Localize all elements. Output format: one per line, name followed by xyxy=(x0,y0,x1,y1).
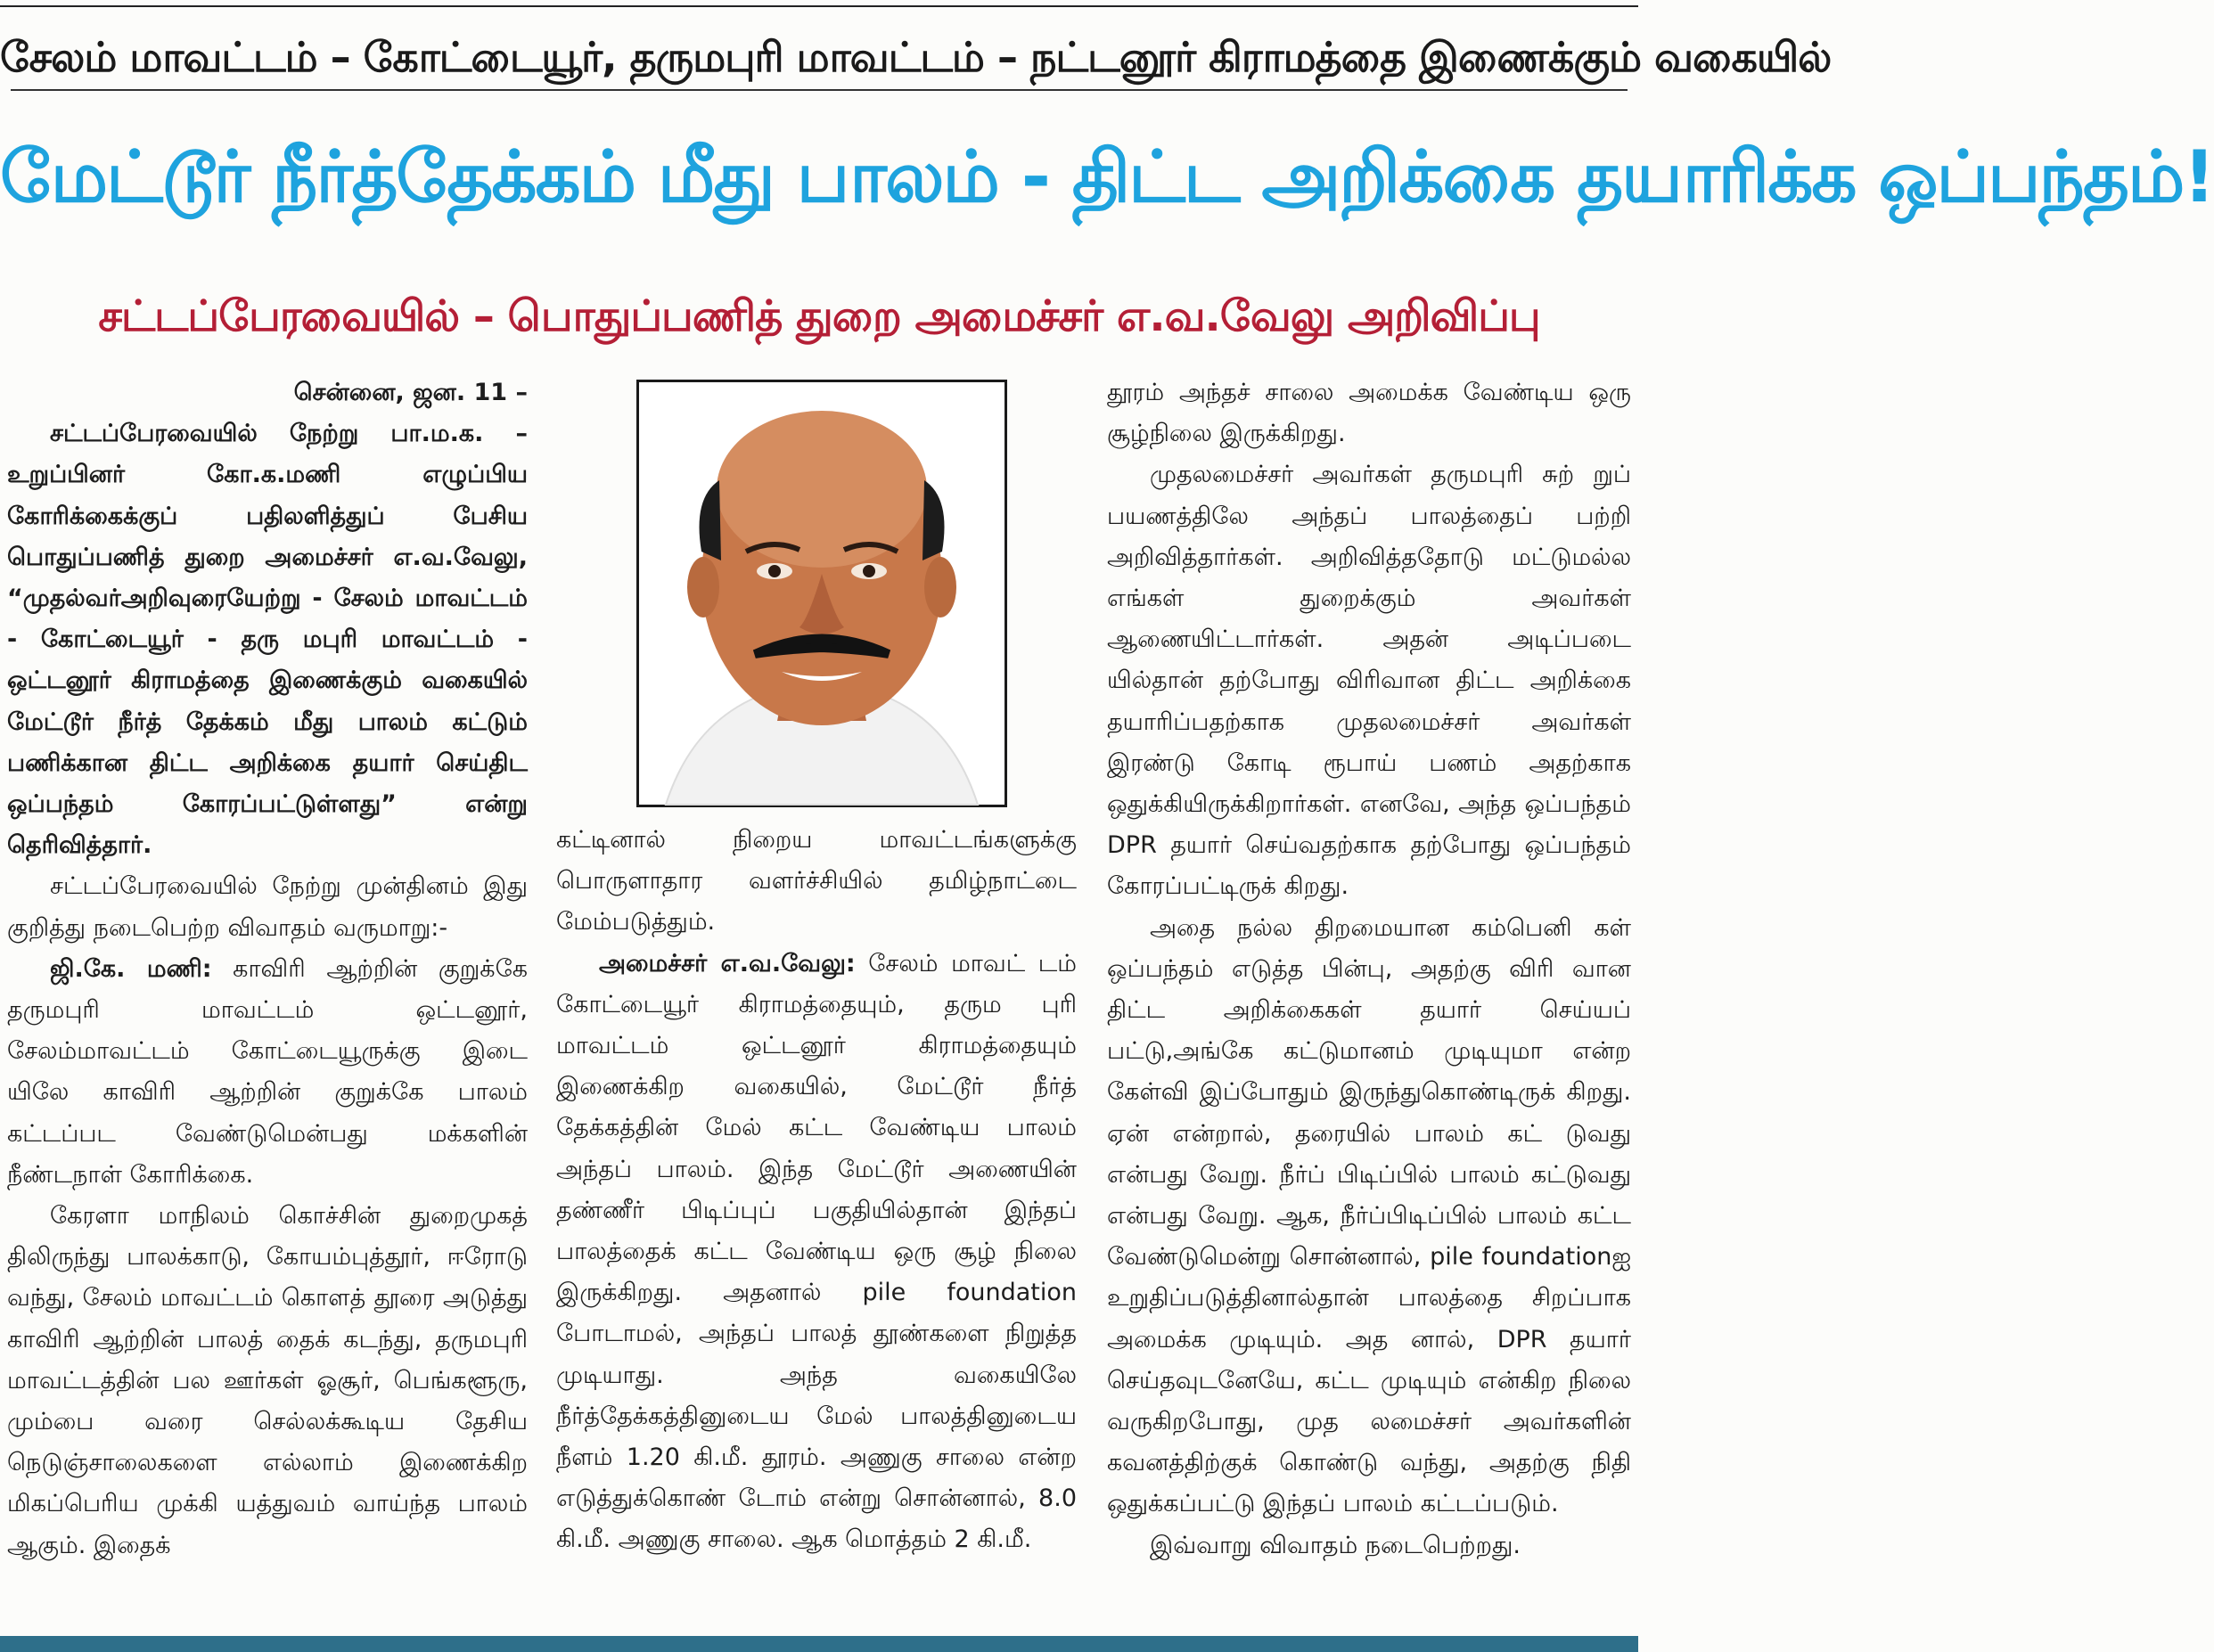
divider xyxy=(11,89,1628,91)
speaker-minister: அமைச்சர் எ.வ.வேலு: xyxy=(599,949,856,977)
minister-text: சேலம் மாவட் டம் கோட்டையூர் கிராமத்தையும், தரும புரி மாவட்டம் ஒட்டனூர் கிராமத்தையும் இணைக்கிற வகையில், மேட்டூர் நீர்த் தேக்கத்தின் மேல் கட்ட வேண்டிய பாலம் அந்தப் பாலம். இந்த மேட்டூர் அணையின் தண்ணீர் பிடிப்புப் பகுதியில்தான் இந்தப் பாலத்தைக் கட்ட வேண்டிய ஒரு சூழ் நிலை இருக்கிறது. அதனால் pile foundation போடாமல், அந்தப் பாலத் தூண்களை நிறுத்த முடியாது. அந்த வகையிலே நீர்த்தேக்கத்தினுடைய மேல் பாலத்தினுடைய நீளம் 1.20 கி.மீ. தூரம். அணுகு சாலை என்ற எடுத்துக்கொண் டோம் என்று சொன்னால், 8.0 கி.மீ. அணுகு சாலை. ஆக மொத்தம் 2 கி.மீ. xyxy=(556,949,1077,1554)
gk-mani-text: காவிரி ஆற்றின் குறுக்கே தருமபுரி மாவட்டம் ஒட்டனூர், சேலம்மாவட்டம் கோட்டையூருக்கு இடை யிலே காவிரி ஆற்றின் குறுக்கே பாலம் கட்டப்பட வேண்டுமென்பது மக்களின் நீண்டநாள் கோரிக்கை. xyxy=(7,954,529,1189)
speaker-gk-mani: ஜி.கே. மணி: xyxy=(50,954,212,983)
top-border xyxy=(0,0,1638,7)
column-3-paragraph-4: இவ்வாறு விவாதம் நடைபெற்றது. xyxy=(1150,1531,1521,1559)
bottom-color-bar xyxy=(0,1636,1638,1652)
minister-paragraph xyxy=(556,944,1077,1561)
column-3-paragraph-1: தூரம் அந்தச் சாலை அமைக்க வேண்டிய ஒரு சூழ்நிலை இருக்கிறது. xyxy=(1107,379,1631,448)
subheadline: சட்டப்பேரவையில் – பொதுப்பணித் துறை அமைச்சர் எ.வ.வேலு அறிவிப்பு xyxy=(98,291,1540,341)
portrait-photo-icon xyxy=(639,382,1004,805)
dateline: சென்னை, ஜன. 11 – xyxy=(293,379,528,406)
column-3-paragraph-2: முதலமைச்சர் அவர்கள் தருமபுரி சுற் றுப் பயணத்திலே அந்தப் பாலத்தைப் பற்றி அறிவித்தார்கள். அறிவித்ததோடு மட்டுமல்ல எங்கள் துறைக்கும் அவர்கள் ஆணையிட்டார்கள். அதன் அடிப்படை யில்தான் தற்போது விரிவான திட்ட அறிக்கை தயாரிப்பதற்காக முதலமைச்சர் அவர்கள் இரண்டு கோடி ரூபாய் பணம் அதற்காக ஒதுக்கியிருக்கிறார்கள். எனவே, அந்த ஒப்பந்தம் DPR தயார் செய்வதற்காக தற்போது ஒப்பந்தம் கோரப்பட்டிருக் கிறது. xyxy=(1107,461,1631,901)
article-column-2 xyxy=(556,820,1077,1561)
article-column-1 xyxy=(7,372,528,1566)
minister-photo xyxy=(636,380,1007,807)
main-headline: மேட்டூர் நீர்த்தேக்கம் மீது பாலம் - திட்ட அறிக்கை தயாரிக்க ஒப்பந்தம்! xyxy=(0,135,2214,218)
article-column-3 xyxy=(1107,372,1631,1566)
gk-mani-paragraph-2: கேரளா மாநிலம் கொச்சின் துறைமுகத் திலிருந்து பாலக்காடு, கோயம்புத்தூர், ஈரோடு வந்து, சேலம் மாவட்டம் கொளத் தூரை அடுத்து காவிரி ஆற்றின் பாலத் தைக் கடந்து, தருமபுரி மாவட்டத்தின் பல ஊர்கள் ஓசூர், பெங்களூரு, மும்பை வரை செல்லக்கூடிய தேசிய நெடுஞ்சாலைகளை எல்லாம் இணைக்கிற மிகப்பெரிய முக்கி யத்துவம் வாய்ந்த பாலம் ஆகும். இதைக் xyxy=(7,1202,528,1559)
kicker-headline: சேலம் மாவட்டம் – கோட்டையூர், தருமபுரி மாவட்டம் – நட்டனூர் கிராமத்தை இணைக்கும் வகையில் xyxy=(0,33,1832,81)
column-3-paragraph-3: அதை நல்ல திறமையான கம்பெனி கள் ஒப்பந்தம் எடுத்த பின்பு, அதற்கு விரி வான திட்ட அறிக்கைகள் தயார் செய்யப் பட்டு,அங்கே கட்டுமானம் முடியுமா என்ற கேள்வி இப்போதும் இருந்துகொண்டிருக் கிறது. ஏன் என்றால், தரையில் பாலம் கட் டுவது என்பது வேறு. நீர்ப் பிடிப்பில் பாலம் கட்டுவது என்பது வேறு. ஆக, நீர்ப்பிடிப்பில் பாலம் கட்ட வேண்டுமென்று சொன்னால், pile foundationஐ உறுதிப்படுத்தினால்தான் பாலத்தை சிறப்பாக அமைக்க முடியும். அத னால், DPR தயார் செய்தவுடனேயே, கட்ட முடியும் என்கிற நிலை வருகிறபோது, முத லமைச்சர் அவர்களின் கவனத்திற்குக் கொண்டு வந்து, அதற்கு நிதி ஒதுக்கப்பட்டு இந்தப் பாலம் கட்டப்படும். xyxy=(1107,913,1631,1518)
column-2-continuation: கட்டினால் நிறைய மாவட்டங்களுக்கு பொருளாதார வளர்ச்சியில் தமிழ்நாட்டை மேம்படுத்தும். xyxy=(556,826,1077,936)
lead-paragraph: சட்டப்பேரவையில் நேற்று பா.ம.க. – உறுப்பினர் கோ.க.மணி எழுப்பிய கோரிக்கைக்குப் பதிலளித்துப் பேசிய பொதுப்பணித் துறை அமைச்சர் எ.வ.வேலு, “முதல்வர்அறிவுரையேற்று - சேலம் மாவட்டம் - கோட்டையூர் - தரு மபுரி மாவட்டம் - ஒட்டனூர் கிராமத்தை இணைக்கும் வகையில் மேட்டூர் நீர்த் தேக்கம் மீது பாலம் கட்டும் பணிக்கான திட்ட அறிக்கை தயார் செய்திட ஒப்பந்தம் கோரப்பட்டுள்ளது” என்று தெரிவித்தார். xyxy=(7,420,528,860)
gk-mani-paragraph xyxy=(7,949,528,1196)
intro-paragraph: சட்டப்பேரவையில் நேற்று முன்தினம் இது குறித்து நடைபெற்ற விவாதம் வருமாறு:- xyxy=(7,872,528,942)
